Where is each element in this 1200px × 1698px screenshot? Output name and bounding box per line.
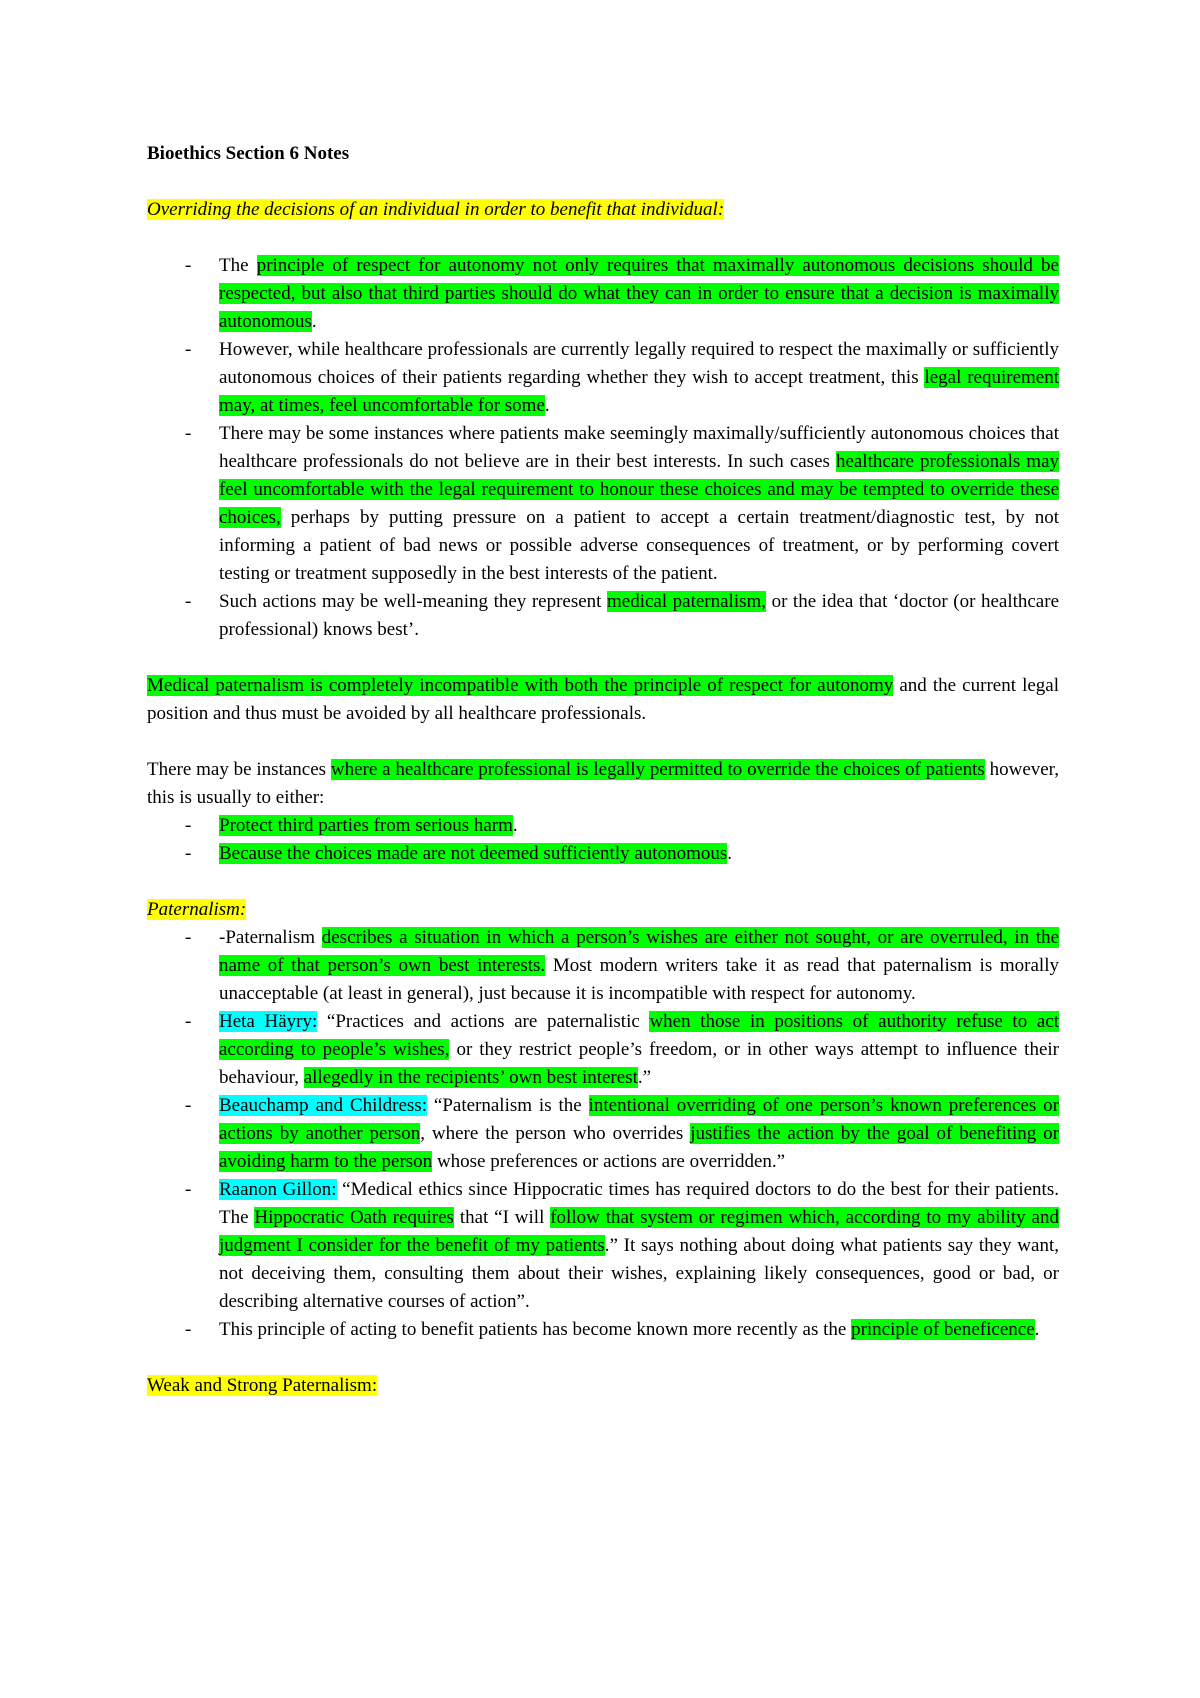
text-run: “Practices and actions are paternalistic	[317, 1011, 650, 1032]
list-item	[147, 840, 1059, 868]
text-run: The	[219, 255, 257, 276]
text-run: There may be instances	[147, 759, 331, 780]
paragraph-medical-paternalism	[147, 672, 1059, 728]
green-highlight: intentional overriding of one person’s known preferences or actions by another person	[219, 1095, 1059, 1144]
green-highlight: Hippocratic Oath requires	[254, 1207, 454, 1228]
text-run: “Medical ethics since Hippocratic times has required doctors to do the best for their patients. The	[219, 1179, 1059, 1228]
list-item	[147, 1176, 1059, 1316]
text-run: “Paternalism is the	[426, 1095, 589, 1116]
heading-highlight: Overriding the decisions of an individual in order to benefit that individual:	[147, 199, 725, 220]
green-highlight: where a healthcare professional is legally permitted to override the choices of patients	[330, 759, 985, 780]
green-highlight: Protect third parties from serious harm	[219, 815, 513, 836]
text-run: -Paternalism	[219, 927, 322, 948]
text-run: .	[1034, 1319, 1040, 1340]
list-item	[147, 252, 1059, 336]
text-run: .	[727, 843, 732, 864]
cyan-highlight: Raanon Gillon:	[219, 1179, 337, 1200]
green-highlight: Medical paternalism is completely incompatible with both the principle of respect for autonomy	[147, 675, 894, 696]
green-highlight: justifies the action by the goal of benefiting or avoiding harm to the person	[219, 1123, 1059, 1172]
text-run: There may be some instances where patients make seemingly maximally/sufficiently autonomous choices that healthcare professionals do not believe are in their best interests. In such cases	[219, 423, 1059, 472]
bullet-list-exceptions	[147, 812, 1059, 868]
spacer	[147, 644, 1059, 672]
green-highlight: describes a situation in which a person’s wishes are either not sought, or are overruled, in the name of that person’s own best interests.	[219, 927, 1060, 976]
text-run: however, this is usually to either:	[147, 759, 1060, 808]
document-title: Bioethics Section 6 Notes	[147, 143, 350, 164]
list-item	[147, 924, 1059, 1008]
spacer	[147, 224, 1059, 252]
text-run: or the idea that ‘doctor (or healthcare professional) knows best’.	[219, 591, 1060, 640]
list-item	[147, 1008, 1059, 1092]
text-run: .	[544, 395, 550, 416]
heading-highlight: Weak and Strong Paternalism:	[147, 1375, 378, 1396]
list-item	[147, 1316, 1059, 1344]
cyan-highlight: Heta Häyry:	[219, 1011, 318, 1032]
text-run: and the current legal position and thus must be avoided by all healthcare professionals.	[147, 675, 1059, 724]
green-highlight: follow that system or regimen which, according to my ability and judgment I consider for the benefit of my patients	[219, 1207, 1059, 1256]
text-run: This principle of acting to benefit patients has become known more recently as the	[219, 1319, 852, 1340]
text-run: , where the person who overrides	[420, 1123, 691, 1144]
bullet-list-overriding	[147, 252, 1059, 644]
list-item	[147, 588, 1059, 644]
document-page	[147, 140, 1059, 1400]
green-highlight: healthcare professionals may feel uncomfortable with the legal requirement to honour these choices and may be tempted to override these choices,	[219, 451, 1060, 528]
text-run: perhaps by putting pressure on a patient to accept a certain treatment/diagnostic test, by not informing a patient of bad news or possible adverse consequences of treatment, or by performing covert testing or treatment supposedly in the best interests of the patient.	[219, 507, 1059, 584]
text-run: whose preferences or actions are overridden.”	[432, 1151, 786, 1172]
list-item	[147, 336, 1059, 420]
text-run: Most modern writers take it as read that paternalism is morally unacceptable (at least in general), just because it is incompatible with respect for autonomy.	[219, 955, 1059, 1004]
text-run: Such actions may be well-meaning they represent	[219, 591, 607, 612]
text-run: .	[311, 311, 317, 332]
green-highlight: principle of respect for autonomy not only requires that maximally autonomous decisions should be respected, but also that third parties should do what they can in order to ensure that a decision is maximally autonomous	[219, 255, 1059, 332]
section-heading-weak-strong	[147, 1372, 1059, 1400]
list-item	[147, 420, 1059, 588]
list-item	[147, 1092, 1059, 1176]
spacer	[147, 868, 1059, 896]
section-heading-overriding	[147, 196, 1059, 224]
text-run: However, while healthcare professionals are currently legally required to respect the maximally or sufficiently autonomous choices of their patients regarding whether they wish to accept treatment, this	[219, 339, 1059, 388]
spacer	[147, 728, 1059, 756]
bullet-list-paternalism	[147, 924, 1059, 1344]
text-run: or they restrict people’s freedom, or in other ways attempt to influence their behaviour,	[219, 1039, 1059, 1088]
green-highlight: medical paternalism,	[606, 591, 767, 612]
green-highlight: legal requirement may, at times, feel uncomfortable for some	[219, 367, 1059, 416]
section-heading-paternalism	[147, 896, 1059, 924]
text-run: .	[512, 815, 518, 836]
list-item	[147, 812, 1059, 840]
text-run: .” It says nothing about doing what patients say they want, not deceiving them, consulting them about their wishes, explaining likely consequences, good or bad, or describing alternative courses of action”.	[219, 1235, 1059, 1312]
heading-highlight: Paternalism:	[147, 899, 247, 920]
cyan-highlight: Beauchamp and Childress:	[219, 1095, 427, 1116]
text-run: that “I will	[453, 1207, 551, 1228]
paragraph-legally-permitted	[147, 756, 1059, 812]
spacer	[147, 1344, 1059, 1372]
green-highlight: when those in positions of authority refuse to act according to people’s wishes,	[219, 1011, 1059, 1060]
green-highlight: allegedly in the recipients’ own best interest	[303, 1067, 638, 1088]
text-run: .”	[637, 1067, 652, 1088]
green-highlight: Because the choices made are not deemed sufficiently autonomous	[219, 843, 728, 864]
green-highlight: principle of beneficence	[851, 1319, 1035, 1340]
